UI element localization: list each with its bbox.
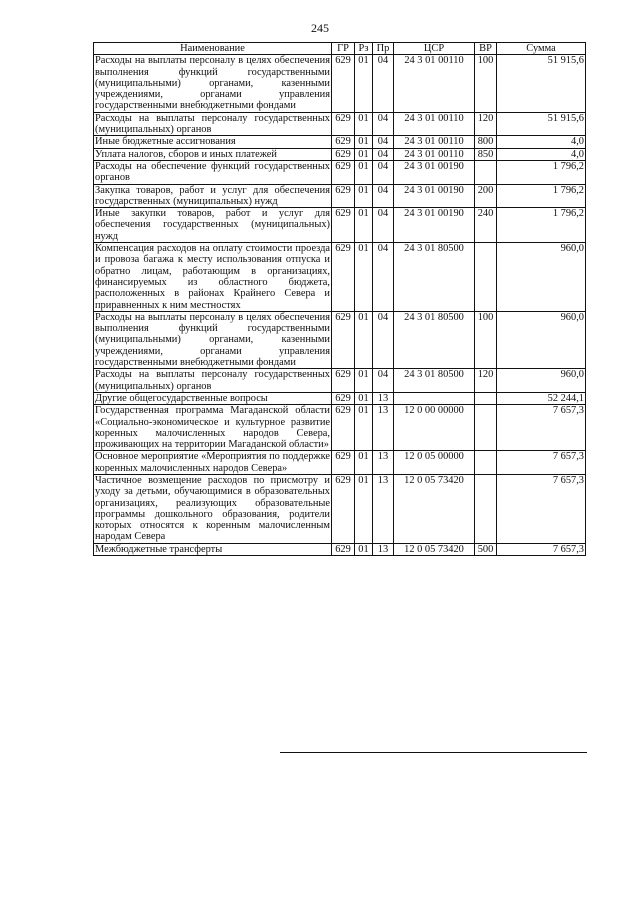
cell-vr: 500 bbox=[475, 543, 497, 555]
header-sum: Сумма bbox=[497, 43, 586, 55]
cell-gr: 629 bbox=[332, 55, 355, 112]
cell-sum: 52 244,1 bbox=[497, 392, 586, 404]
cell-pr: 13 bbox=[373, 474, 394, 543]
cell-gr: 629 bbox=[332, 311, 355, 368]
cell-vr: 800 bbox=[475, 136, 497, 148]
cell-vr: 100 bbox=[475, 311, 497, 368]
header-gr: ГР bbox=[332, 43, 355, 55]
cell-name: Межбюджетные трансферты bbox=[94, 543, 332, 555]
cell-gr: 629 bbox=[332, 474, 355, 543]
cell-name: Иные закупки товаров, работ и услуг для обеспечения государственных (муниципальных) нужд bbox=[95, 208, 330, 242]
cell-name: Расходы на обеспечение функций государственных органов bbox=[95, 160, 330, 184]
header-pr: Пр bbox=[373, 43, 394, 55]
cell-pr: 04 bbox=[373, 136, 394, 148]
cell-csr bbox=[394, 392, 475, 404]
cell-sum: 960,0 bbox=[497, 311, 586, 368]
cell-name: Расходы на выплаты персоналу в целях обеспечения выполнения функций государственными (муниципальными) органами, казенными учреждениями, органами управления государственными внебюджетными фондами bbox=[95, 311, 330, 369]
cell-vr bbox=[475, 243, 497, 312]
cell-rz: 01 bbox=[355, 543, 373, 555]
header-name: Наименование bbox=[94, 43, 332, 55]
cell-sum: 7 657,3 bbox=[497, 451, 586, 475]
table-row bbox=[94, 392, 586, 404]
cell-vr: 100 bbox=[475, 55, 497, 112]
cell-vr bbox=[475, 405, 497, 451]
cell-rz: 01 bbox=[355, 112, 373, 136]
table-body bbox=[94, 55, 586, 556]
cell-vr: 240 bbox=[475, 208, 497, 243]
cell-csr: 24 3 01 00110 bbox=[394, 148, 475, 160]
cell-gr: 629 bbox=[332, 451, 355, 475]
cell-vr: 200 bbox=[475, 184, 497, 208]
cell-pr: 13 bbox=[373, 543, 394, 555]
cell-rz: 01 bbox=[355, 208, 373, 243]
cell-gr: 629 bbox=[332, 243, 355, 312]
cell-pr: 04 bbox=[373, 184, 394, 208]
table-row bbox=[94, 405, 586, 451]
cell-name: Государственная программа Магаданской области «Социально-экономическое и культурное развитие коренных малочисленных народов Севера, проживающих на территории Магаданской области» bbox=[95, 405, 330, 451]
table-row bbox=[94, 243, 586, 312]
table-row bbox=[94, 184, 586, 208]
cell-pr: 13 bbox=[373, 405, 394, 451]
cell-sum: 51 915,6 bbox=[497, 112, 586, 136]
cell-rz: 01 bbox=[355, 243, 373, 312]
cell-name: Расходы на выплаты персоналу в целях обеспечения выполнения функций государственными (муниципальными) органами, казенными учреждениями, органами управления государственными внебюджетными фондами bbox=[95, 55, 330, 112]
cell-sum: 960,0 bbox=[497, 369, 586, 393]
cell-csr: 24 3 01 00110 bbox=[394, 136, 475, 148]
header-csr: ЦСР bbox=[394, 43, 475, 55]
cell-gr: 629 bbox=[332, 184, 355, 208]
cell-csr: 24 3 01 00110 bbox=[394, 55, 475, 112]
cell-gr: 629 bbox=[332, 405, 355, 451]
cell-csr: 24 3 01 00110 bbox=[394, 112, 475, 136]
cell-rz: 01 bbox=[355, 55, 373, 112]
cell-pr: 13 bbox=[373, 392, 394, 404]
cell-pr: 04 bbox=[373, 208, 394, 243]
cell-sum: 7 657,3 bbox=[497, 543, 586, 555]
footer-divider bbox=[280, 752, 587, 753]
cell-name: Иные бюджетные ассигнования bbox=[94, 136, 332, 148]
cell-rz: 01 bbox=[355, 392, 373, 404]
table-row bbox=[94, 311, 586, 368]
cell-vr bbox=[475, 451, 497, 475]
cell-csr: 24 3 01 00190 bbox=[394, 160, 475, 184]
cell-sum: 4,0 bbox=[497, 136, 586, 148]
table-row bbox=[94, 160, 586, 184]
cell-gr: 629 bbox=[332, 543, 355, 555]
cell-gr: 629 bbox=[332, 148, 355, 160]
table-row bbox=[94, 474, 586, 543]
cell-pr: 04 bbox=[373, 55, 394, 112]
cell-gr: 629 bbox=[332, 160, 355, 184]
table-row bbox=[94, 543, 586, 555]
cell-name: Расходы на выплаты персоналу государственных (муниципальных) органов bbox=[95, 112, 330, 136]
cell-name: Основное мероприятие «Мероприятия по поддержке коренных малочисленных народов Севера» bbox=[95, 451, 330, 474]
table-row bbox=[94, 136, 586, 148]
cell-name: Уплата налогов, сборов и иных платежей bbox=[94, 148, 332, 160]
cell-pr: 04 bbox=[373, 160, 394, 184]
cell-vr: 120 bbox=[475, 369, 497, 393]
table-row bbox=[94, 369, 586, 393]
cell-sum: 960,0 bbox=[497, 243, 586, 312]
cell-csr: 24 3 01 80500 bbox=[394, 369, 475, 393]
cell-csr: 24 3 01 80500 bbox=[394, 311, 475, 368]
cell-csr: 12 0 05 73420 bbox=[394, 474, 475, 543]
cell-csr: 12 0 00 00000 bbox=[394, 405, 475, 451]
cell-pr: 04 bbox=[373, 112, 394, 136]
page-number: 245 bbox=[311, 21, 329, 35]
cell-name: Расходы на выплаты персоналу государственных (муниципальных) органов bbox=[95, 369, 330, 392]
cell-gr: 629 bbox=[332, 369, 355, 393]
table-row bbox=[94, 208, 586, 243]
cell-csr: 12 0 05 00000 bbox=[394, 451, 475, 475]
cell-sum: 4,0 bbox=[497, 148, 586, 160]
cell-name: Другие общегосударственные вопросы bbox=[94, 392, 332, 404]
cell-pr: 04 bbox=[373, 311, 394, 368]
cell-sum: 51 915,6 bbox=[497, 55, 586, 112]
cell-sum: 7 657,3 bbox=[497, 405, 586, 451]
table-row bbox=[94, 451, 586, 475]
cell-sum: 1 796,2 bbox=[497, 184, 586, 208]
cell-pr: 04 bbox=[373, 148, 394, 160]
cell-rz: 01 bbox=[355, 136, 373, 148]
cell-csr: 24 3 01 00190 bbox=[394, 208, 475, 243]
cell-sum: 7 657,3 bbox=[497, 474, 586, 543]
table-row bbox=[94, 112, 586, 136]
cell-rz: 01 bbox=[355, 160, 373, 184]
cell-vr: 850 bbox=[475, 148, 497, 160]
header-row bbox=[94, 43, 586, 55]
cell-csr: 12 0 05 73420 bbox=[394, 543, 475, 555]
cell-name: Закупка товаров, работ и услуг для обеспечения государственных (муниципальных) нужд bbox=[95, 184, 330, 207]
header-rz: Рз bbox=[355, 43, 373, 55]
cell-csr: 24 3 01 00190 bbox=[394, 184, 475, 208]
cell-rz: 01 bbox=[355, 405, 373, 451]
table-row bbox=[94, 55, 586, 112]
cell-pr: 13 bbox=[373, 451, 394, 475]
cell-vr bbox=[475, 474, 497, 543]
cell-gr: 629 bbox=[332, 136, 355, 148]
cell-pr: 04 bbox=[373, 243, 394, 312]
cell-gr: 629 bbox=[332, 112, 355, 136]
cell-vr bbox=[475, 160, 497, 184]
cell-csr: 24 3 01 80500 bbox=[394, 243, 475, 312]
cell-sum: 1 796,2 bbox=[497, 160, 586, 184]
cell-rz: 01 bbox=[355, 474, 373, 543]
cell-rz: 01 bbox=[355, 451, 373, 475]
cell-vr bbox=[475, 392, 497, 404]
table-row bbox=[94, 148, 586, 160]
cell-gr: 629 bbox=[332, 392, 355, 404]
cell-pr: 04 bbox=[373, 369, 394, 393]
header-vr: ВР bbox=[475, 43, 497, 55]
cell-gr: 629 bbox=[332, 208, 355, 243]
cell-name: Частичное возмещение расходов по присмотру и уходу за детьми, обучающимися в образовательных организациях, реализующих образовательные программы дошкольного образования, родители которых относятся к коренным малочисленным народам Севера bbox=[95, 474, 330, 543]
cell-rz: 01 bbox=[355, 148, 373, 160]
budget-table bbox=[93, 42, 586, 556]
cell-vr: 120 bbox=[475, 112, 497, 136]
cell-rz: 01 bbox=[355, 184, 373, 208]
cell-name: Компенсация расходов на оплату стоимости проезда и провоза багажа к месту использования отпуска и обратно лицам, работающим в организациях, финансируемых из областного бюджета, расположенных в районах Крайнего Севера и приравненных к ним местностях bbox=[95, 243, 330, 311]
cell-sum: 1 796,2 bbox=[497, 208, 586, 243]
cell-rz: 01 bbox=[355, 369, 373, 393]
cell-rz: 01 bbox=[355, 311, 373, 368]
